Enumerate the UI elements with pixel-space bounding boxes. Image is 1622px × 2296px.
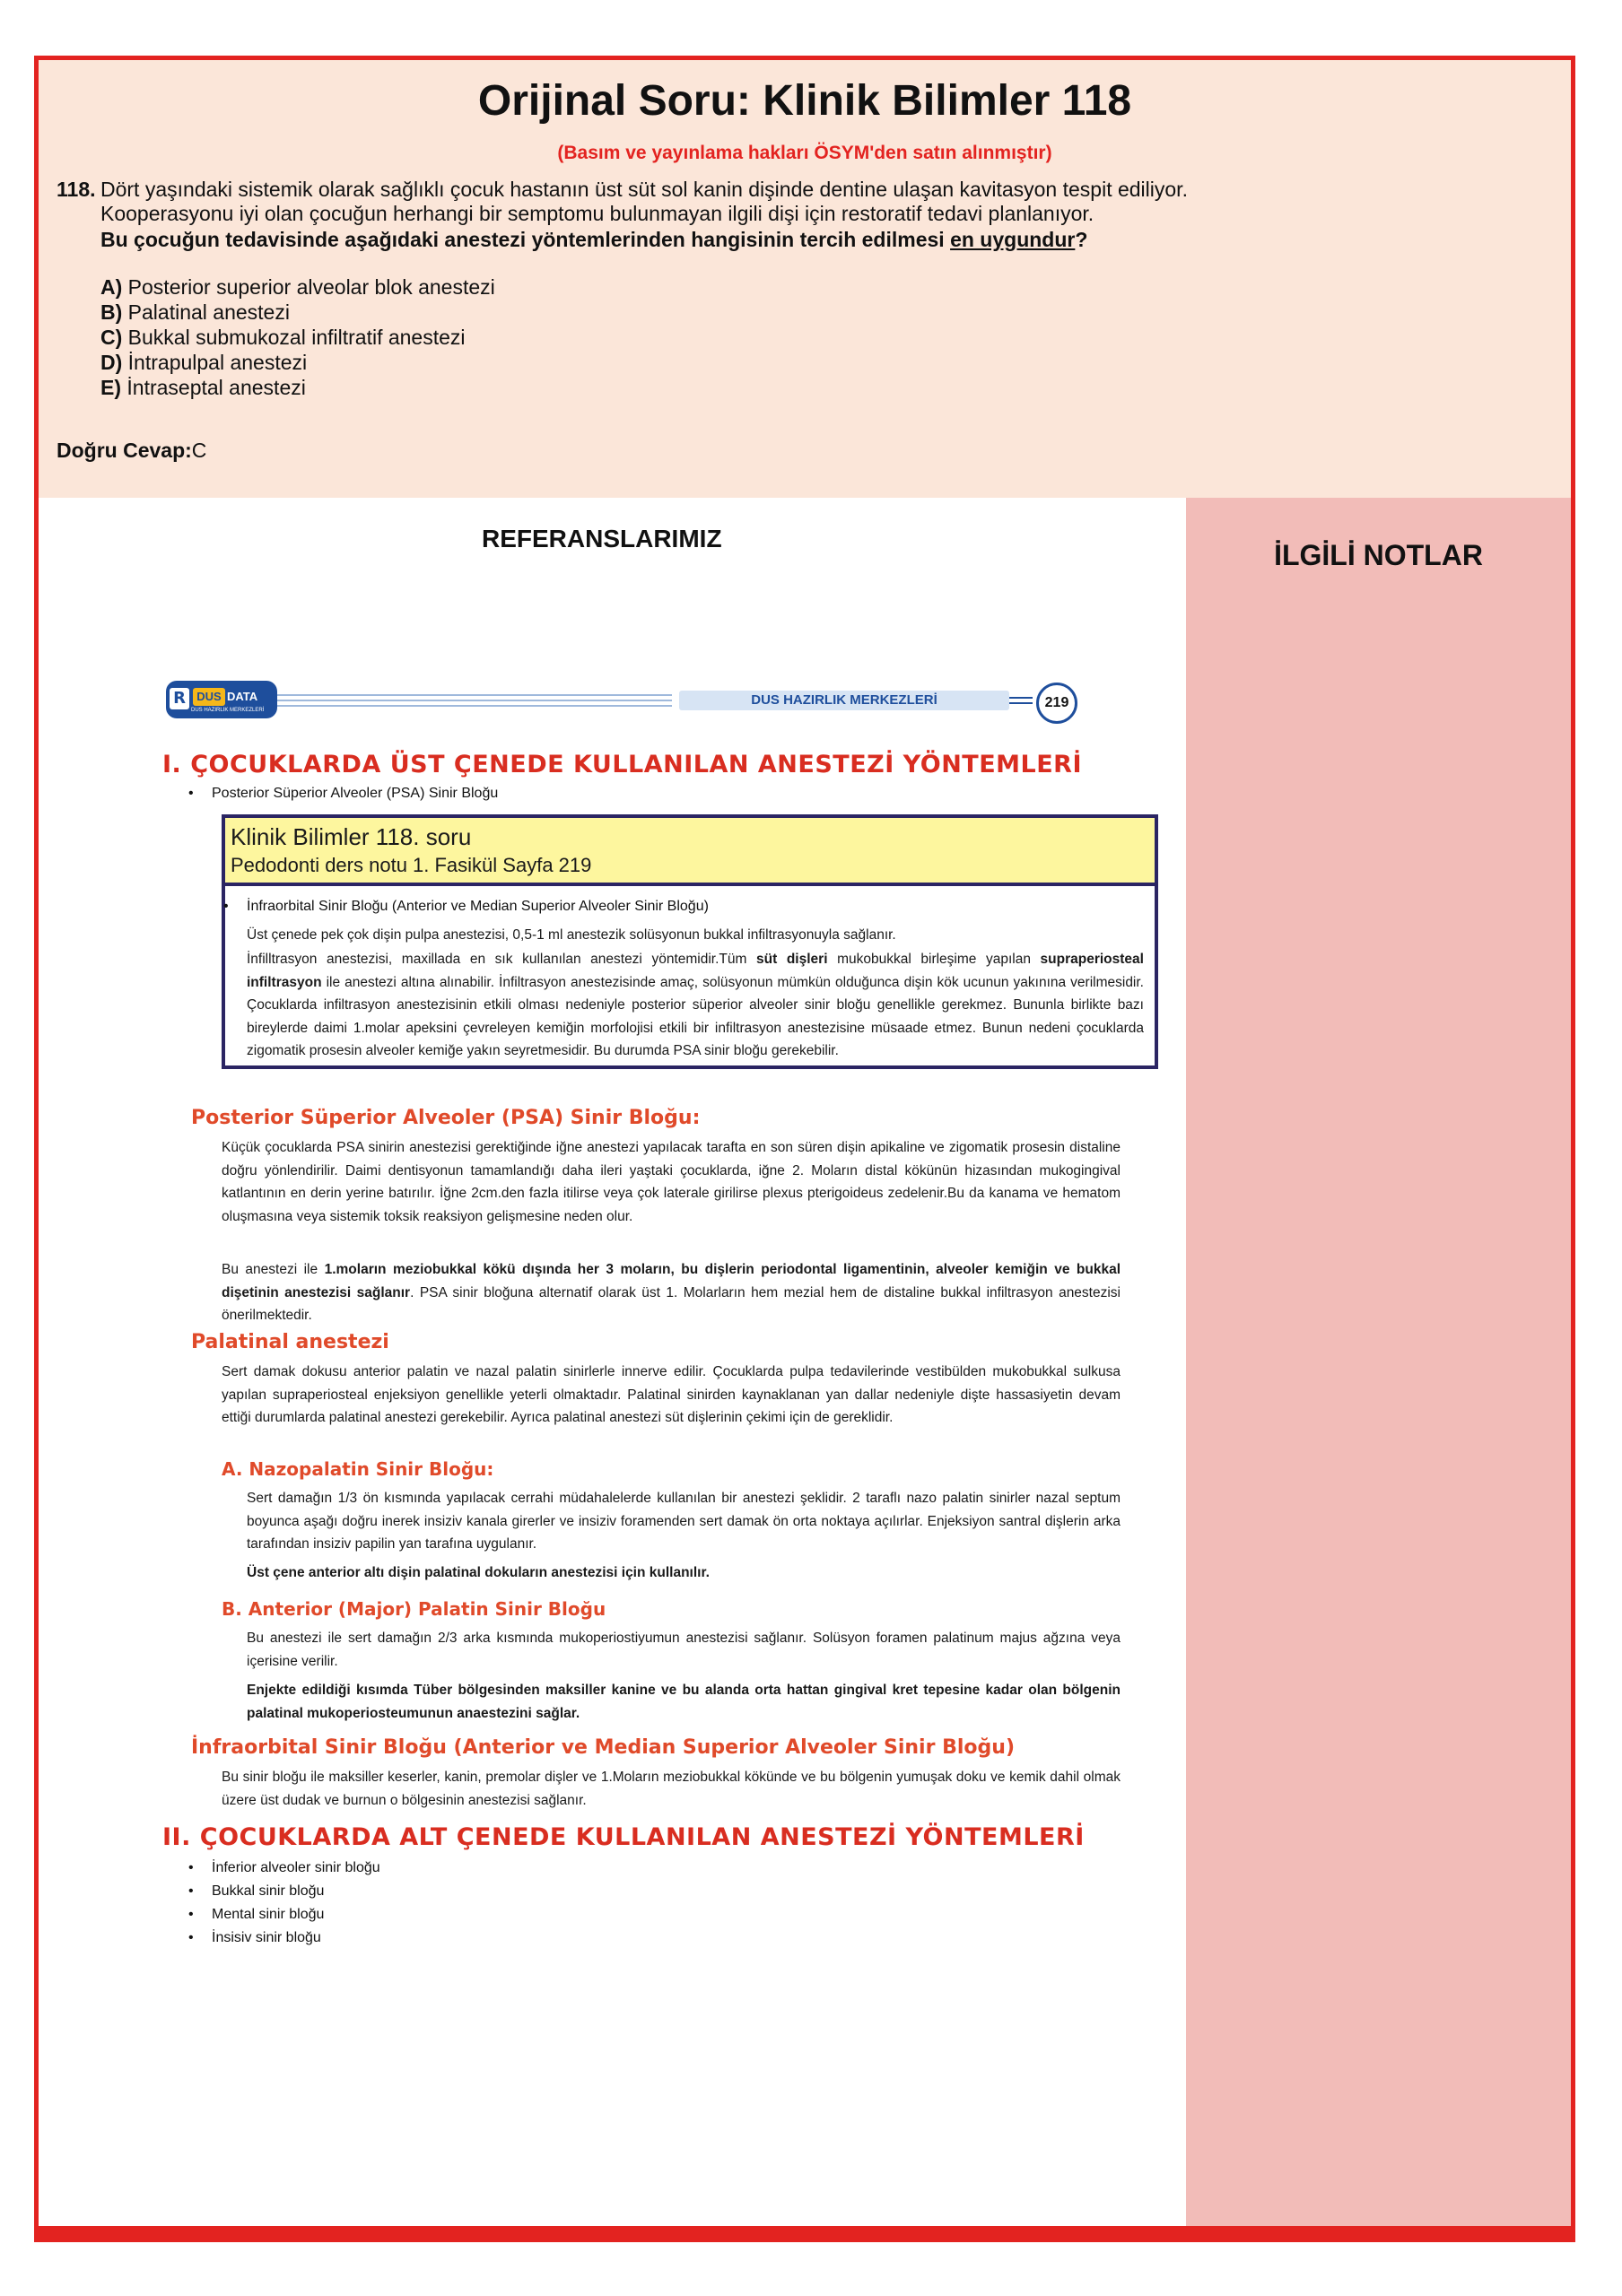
paragraph-anterior-palatine-bold: Enjekte edildiği kısımda Tüber bölgesinden maksiller kanine ve bu alanda orta hattan gingival kret tepesine kadar olan bölgenin palatinal mukoperiosteumunun anaestezini sağlar. <box>247 1683 1121 1721</box>
list-item: • Posterior Süperior Alveoler (PSA) Sinir Bloğu <box>212 786 498 802</box>
subheading-psa: Posterior Süperior Alveoler (PSA) Sinir Bloğu: <box>191 1107 701 1129</box>
list-item: • Bukkal sinir bloğu <box>212 1883 324 1900</box>
paragraph-infiltration: İnfilltrasyon anestezisi, maxillada en sık kullanılan anestezi yöntemidir.Tüm süt dişleri mukobukkal birleşime yapılan supraperiosteal infiltrasyon ile anestezi altına alınabilir. İnfiltrasyon anestezisinde amaç, solüsyonun mümkün olduğunca dişin kök ucunun yakınına verilmesidir. Çocuklarda infiltrasyon anestezisinin etkili olması nedeniyle posterior süperior alveoler sinir bloğu genellikle gerekmez. Bununla birlikte bazı bireylerde daimi 1.molar apeksini çevreleyen kemiğin morfolojisi etkili bir infiltrasyon anestezisine müsaade etmez. Bunun nedeni çocuklarda zigomatik prosesin alveoler kemiğe yakın seyretmesidir. Bu durumda PSA sinir bloğu gerekebilir. <box>247 952 1144 1058</box>
callout-label <box>225 818 1155 886</box>
references-title: REFERANSLARIMIZ <box>482 525 722 552</box>
list-item: • İnsisiv sinir bloğu <box>212 1930 321 1946</box>
list-item: • İnfraorbital Sinir Bloğu (Anterior ve Median Superior Alveoler Sinir Bloğu) <box>247 899 709 915</box>
question-text-line-1: Dört yaşındaki sistemik olarak sağlıklı çocuk hastanın üst süt sol kanin dişinde dentine ulaşan kavitasyon tespit ediliyor. <box>100 178 1188 201</box>
notes-panel <box>1186 498 1571 2242</box>
page-title: Orijinal Soru: Klinik Bilimler 118 <box>477 77 1132 125</box>
option-a: A) Posterior superior alveolar blok anestezi <box>100 275 495 299</box>
header-band: DUS HAZIRLIK MERKEZLERİ <box>679 691 1009 710</box>
option-e: E) İntraseptal anestezi <box>100 376 306 399</box>
question-prompt: Bu çocuğun tedavisinde aşağıdaki anestezi yöntemlerinden hangisinin tercih edilmesi en uygundur? <box>100 228 1088 251</box>
notes-title: İLGİLİ NOTLAR <box>1274 539 1483 571</box>
header-rule <box>277 705 672 707</box>
question-area <box>39 60 1571 498</box>
paragraph-palatinal: Sert damak dokusu anterior palatin ve nazal palatin sinirlerle innerve edilir. Çocuklarda pulpa tedavilerinde vestibülden mukobukkal sulkusa yapılan supraperiosteal enjeksiyon genellikle yeterli olmaktadır. Palatinal sinirden kaynaklanan yan dallar nedeniyle dişte hassasiyetin devam ettiği durumlarda palatinal anestezi gerekebilir. Ayrıca palatinal anestezi süt dişlerinin çekimi için de gereklidir. <box>222 1364 1121 1425</box>
paragraph-infraorbital: Bu sinir bloğu ile maksiller keserler, kanin, premolar dişler ve 1.Moların meziobukkal kökünde ve bu bölgenin yumuşak doku ve kemik dahil olmak üzere üst dudak ve burnun o bölgesinin anestezisi sağlanır. <box>222 1770 1121 1808</box>
emphasis-underline: en uygundur <box>950 228 1076 251</box>
subheading-nasopalatine: A. Nazopalatin Sinir Bloğu: <box>222 1458 494 1480</box>
subheading-palatinal: Palatinal anestezi <box>191 1331 389 1353</box>
paragraph-psa: Küçük çocuklarda PSA sinirin anestezisi gerektiğinde iğne anestezi yapılacak tarafta en son süren dişin apikaline ve zigomatik prosesin distaline doğru yönlendirilir. Daimi dentisyonun tamamlandığı daha ileri yaştaki çocuklarda, iğne 2. Moların distal kökünün hizasından mukogingival katlantının en derin yerine batırılır. İğne 2cm.den fazla itilirse veya çok laterale girilirse plexus pterigoideus zedelenir.Bu da kanama ve hematom oluşmasına veya sistemik toksik reaksiyon gelişmesine neden olur. <box>222 1140 1121 1224</box>
paragraph-nasopalatine-bold: Üst çene anterior altı dişin palatinal dokuların anestezisi için kullanılır. <box>247 1565 710 1580</box>
paragraph-nasopalatine: Sert damağın 1/3 ön kısmında yapılacak cerrahi müdahalelerde kullanılan bir anestezi şeklidir. 2 taraflı nazo palatin sinirler nazal septum boyunca aşağı doğru inerek insiziv kanala girerler ve insiziv foramenden sert damak ön orta noktaya açılırlar. Enjeksiyon santral dişlerin arka tarafından insiziv papilin yan tarafına uygulanır. <box>247 1491 1121 1552</box>
option-c: C) Bukkal submukozal infiltratif anestezi <box>100 326 466 349</box>
section-heading-upper-jaw: I. ÇOCUKLARDA ÜST ÇENEDE KULLANILAN ANESTEZİ YÖNTEMLERİ <box>162 751 1083 778</box>
option-d: D) İntrapulpal anestezi <box>100 351 308 374</box>
bottom-bar <box>34 2226 1575 2242</box>
list-item: • İnferior alveoler sinir bloğu <box>212 1860 380 1876</box>
header-rule <box>277 694 672 696</box>
paragraph-anterior-palatine: Bu anestezi ile sert damağın 2/3 arka kısmında mukoperiostiyumun anestezisi sağlanır. Solüsyon foramen palatinum majus ağzına veya içerisine verilir. <box>247 1631 1121 1669</box>
paragraph: Üst çenede pek çok dişin pulpa anestezisi, 0,5-1 ml anestezik solüsyonun bukkal infiltrasyonuyla sağlanır. <box>247 927 896 943</box>
page-frame <box>34 56 1575 2242</box>
callout-source: Pedodonti ders notu 1. Fasikül Sayfa 219 <box>231 854 592 876</box>
subheading-anterior-palatine: B. Anterior (Major) Palatin Sinir Bloğu <box>222 1598 606 1620</box>
callout-title: Klinik Bilimler 118. soru <box>231 823 472 850</box>
logo-data-text: DATA <box>227 690 258 703</box>
logo-dus-text: DUS <box>193 688 225 706</box>
page-number-badge: 219 <box>1036 683 1077 724</box>
correct-answer: Doğru Cevap:C <box>57 439 207 462</box>
header-rule <box>277 700 672 701</box>
header-rule <box>1009 697 1033 699</box>
section-heading-lower-jaw: II. ÇOCUKLARDA ALT ÇENEDE KULLANILAN ANESTEZİ YÖNTEMLERİ <box>162 1823 1085 1851</box>
logo-subtitle: DUS HAZIRLIK MERKEZLERİ <box>191 708 265 713</box>
copyright-notice: (Basım ve yayınlama hakları ÖSYM'den satın alınmıştır) <box>557 143 1052 163</box>
option-b: B) Palatinal anestezi <box>100 300 290 324</box>
subheading-infraorbital: İnfraorbital Sinir Bloğu (Anterior ve Median Superior Alveoler Sinir Bloğu) <box>191 1736 1015 1759</box>
header-rule <box>1009 702 1033 704</box>
logo-r-mark: R <box>170 688 189 709</box>
question-text-line-2: Kooperasyonu iyi olan çocuğun herhangi bir semptomu bulunmayan ilgili dişi için restoratif tedavi planlanıyor. <box>100 202 1094 225</box>
question-number: 118. <box>57 178 96 201</box>
paragraph-psa-2: Bu anestezi ile 1.moların meziobukkal kökü dışında her 3 moların, bu dişlerin periodontal ligamentinin, alveoler kemiğin ve bukkal dişetinin anestezisi sağlanır. PSA sinir bloğuna alternatif olarak üst 1. Molarların hem mezial hem de distaline bukkal infiltrasyon anestezisi önerilmektedir. <box>222 1262 1121 1323</box>
list-item: • Mental sinir bloğu <box>212 1907 324 1923</box>
